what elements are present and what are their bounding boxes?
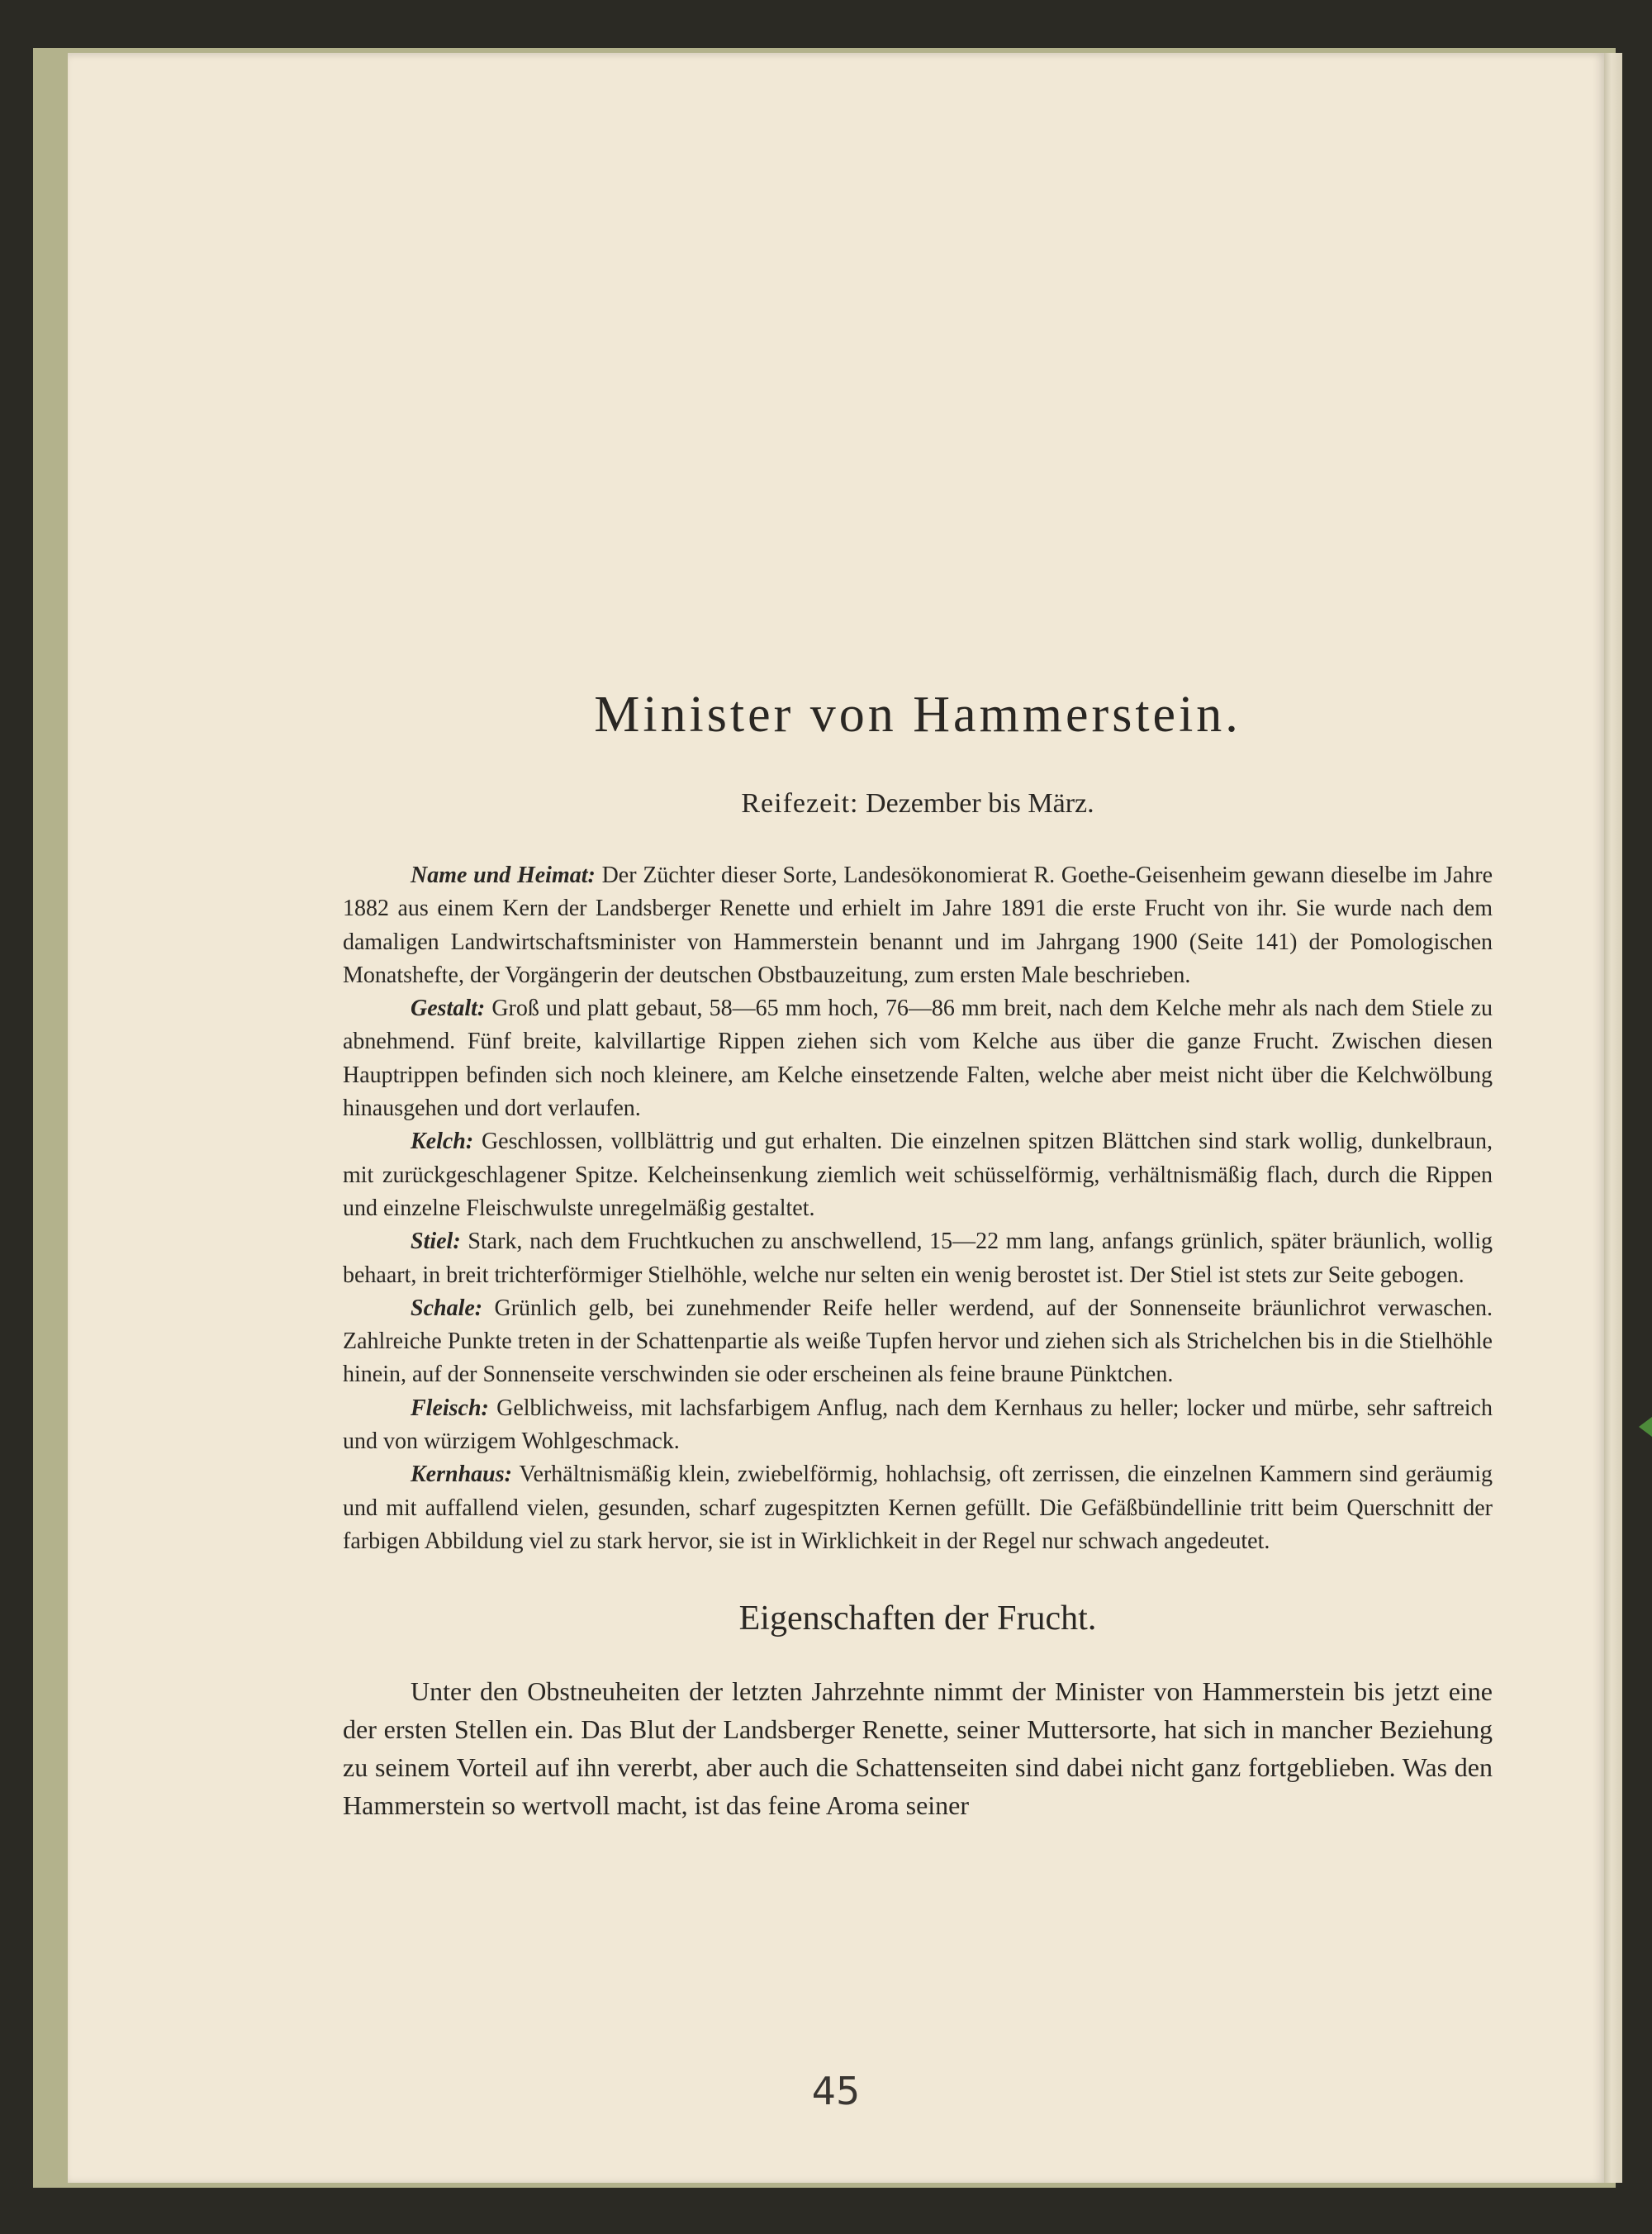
section-text: Der Züchter dieser Sorte, Landesökonomierat R. Goethe-Geisenheim gewann dieselbe im Jahre 1882 aus einem Kern der Landsberger Renette und erhielt im Jahre 1891 die erste Frucht von ihr. Sie wurde nach dem damaligen Landwirtschaftsminister von Hammerstein benannt und im Jahrgang 1900 (Seite 141) der Pomologischen Monatshefte, der Vorgängerin der deutschen Obstbauzeitung, zum ersten Male beschrieben. — [343, 863, 1493, 988]
section-schale — [343, 1292, 1493, 1392]
section-label: Name und Heimat: — [411, 863, 596, 888]
page-content — [343, 689, 1493, 1824]
section-text: Gelblichweiss, mit lachsfarbigem Anflug, nach dem Kernhaus zu heller; locker und mürbe, sehr saftreich und von würzigem Wohlgeschmack. — [343, 1395, 1493, 1455]
section-text: Stark, nach dem Fruchtkuchen zu anschwellend, 15—22 mm lang, anfangs grünlich, später bräunlich, wollig behaart, in breit trichterförmiger Stielhöhle, welche nur selten ein wenig berostet ist. Der Stiel ist stets zur Seite gebogen. — [343, 1229, 1493, 1288]
section-text: Groß und platt gebaut, 58—65 mm hoch, 76—86 mm breit, nach dem Kelche mehr als nach dem Stiele zu abnehmend. Fünf breite, kalvillartige Rippen ziehen sich vom Kelche aus über die ganze Frucht. Zwischen diesen Hauptrippen befinden sich noch kleinere, am Kelche einsetzende Falten, welche aber meist nicht über die Kelchwölbung hinausgehen und dort verlaufen. — [343, 996, 1493, 1122]
section-label: Stiel: — [411, 1229, 461, 1255]
section-label: Fleisch: — [411, 1395, 489, 1421]
section-label: Schale: — [411, 1295, 483, 1321]
section-heading: Eigenschaften der Frucht. — [738, 1599, 1097, 1638]
section-text: Geschlossen, vollblättrig und gut erhalten. Die einzelnen spitzen Blättchen sind stark wollig, dunkelbraun, mit zurückgeschlagener Spitze. Kelcheinsenkung ziemlich weit schüsselförmig, verhältnismäßig flach, durch die Rippen und einzelne Fleischwulste unregelmäßig gestaltet. — [343, 1129, 1493, 1221]
section-kelch — [343, 1125, 1493, 1225]
next-page-edge — [1604, 53, 1622, 2183]
book-page — [68, 53, 1604, 2183]
ripening-time — [343, 790, 1493, 818]
section-label: Kelch: — [411, 1129, 474, 1155]
section-gestalt — [343, 992, 1493, 1125]
section-name-und-heimat — [343, 859, 1493, 992]
section-label: Gestalt: — [411, 996, 486, 1022]
ripening-value: Dezember bis März. — [866, 788, 1094, 819]
body-paragraph: Unter den Obstneuheiten der letzten Jahrzehnte nimmt der Minister von Hammerstein bis jetzt eine der ersten Stellen ein. Das Blut der Landsberger Renette, seiner Muttersorte, hat sich in mancher Beziehung zu seinem Vorteil auf ihn vererbt, aber auch die Schattenseiten sind dabei nicht ganz fortgeblieben. Was den Hammerstein so wertvoll macht, ist das feine Aroma seiner — [343, 1676, 1493, 1821]
section-label: Kernhaus: — [411, 1462, 512, 1488]
section-text: Grünlich gelb, bei zunehmender Reife heller werdend, auf der Sonnenseite bräunlichrot verwaschen. Zahlreiche Punkte treten in der Schattenpartie als weiße Tupfen hervor und ziehen sich als Strichelchen bis in die Stielhöhle hinein, auf der Sonnenseite verschwinden sie oder erscheinen als feine braune Pünktchen. — [343, 1295, 1493, 1388]
ripening-label: Reifezeit: — [741, 788, 859, 819]
section-kernhaus — [343, 1458, 1493, 1558]
page-tab-marker — [1639, 1417, 1652, 1437]
section-fleisch — [343, 1392, 1493, 1459]
page-number: 45 — [811, 2069, 861, 2113]
section-text: Verhältnismäßig klein, zwiebelförmig, hohlachsig, oft zerrissen, die einzelnen Kammern sind geräumig und mit auffallend vielen, gesunden, scharf zugespitzten Kernen gefüllt. Die Gefäßbündellinie tritt beim Querschnitt der farbigen Abbildung viel zu stark hervor, sie ist in Wirklichkeit in der Regel nur schwach angedeutet. — [343, 1462, 1493, 1554]
page-title: Minister von Hammerstein. — [594, 687, 1241, 743]
section-stiel — [343, 1225, 1493, 1292]
